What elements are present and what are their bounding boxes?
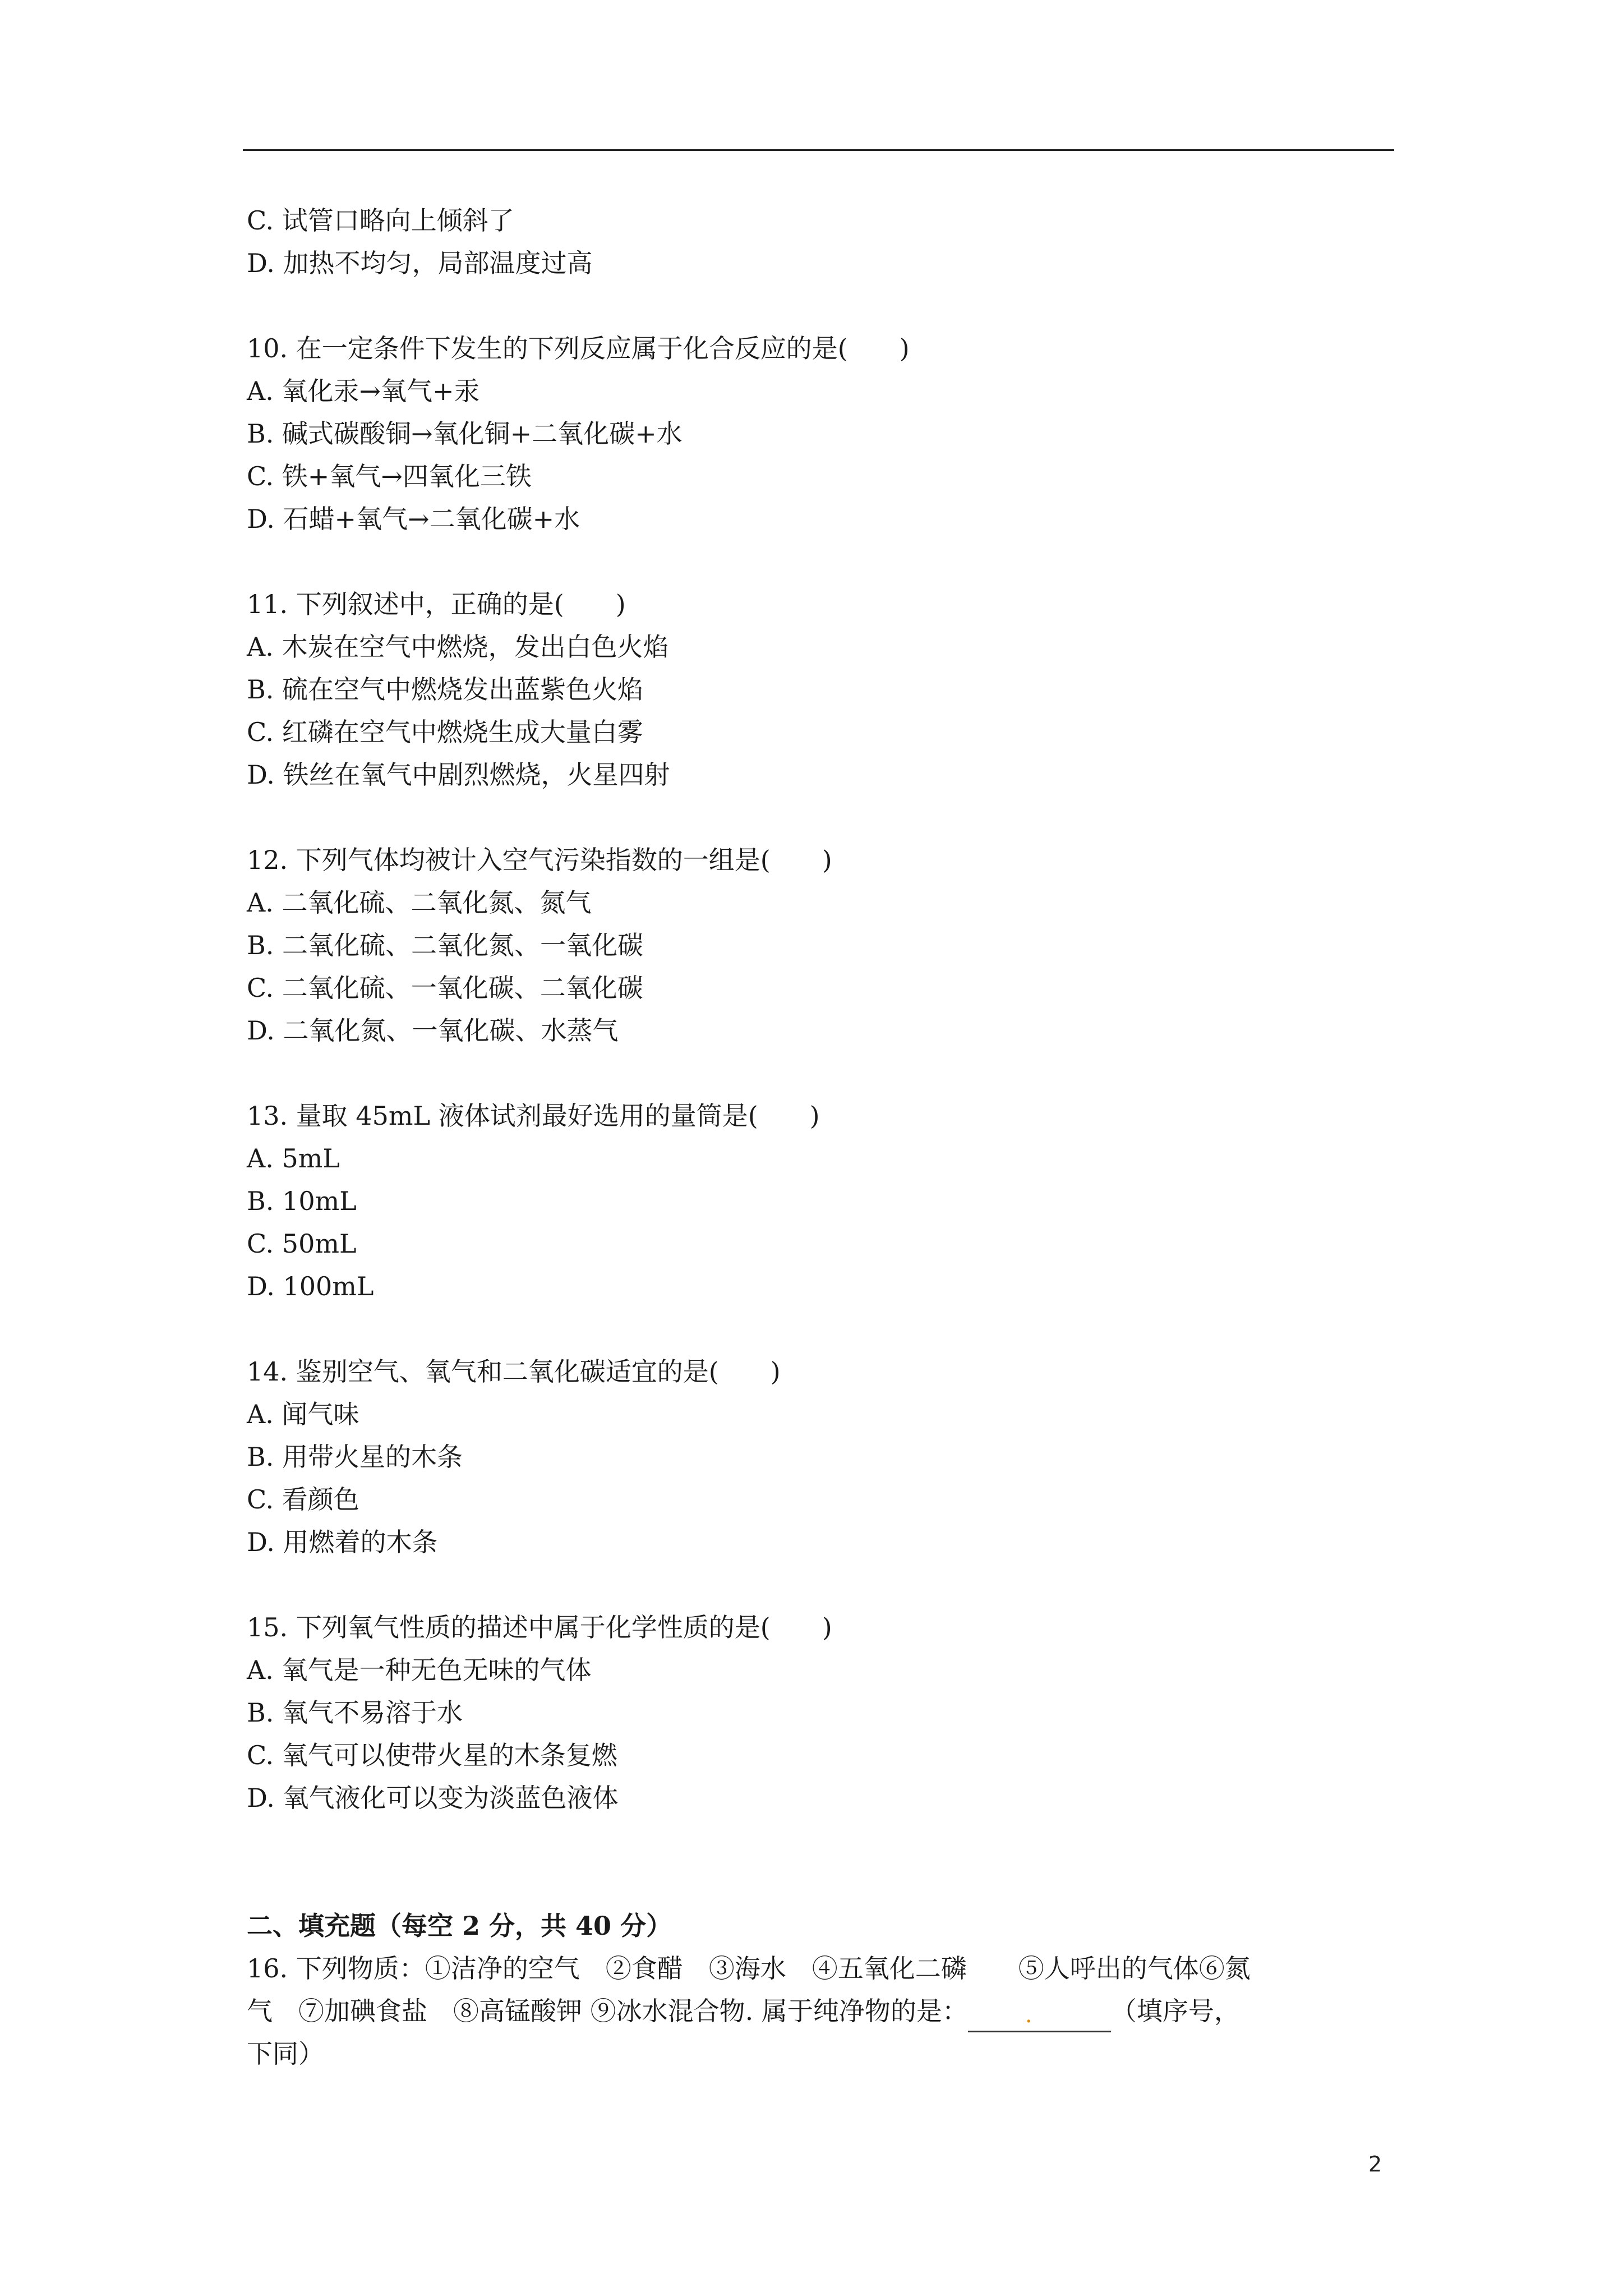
q10-stem: 10. 在一定条件下发生的下列反应属于化合反应的是( ) [247, 333, 910, 364]
q11-option-b: B. 硫在空气中燃烧发出蓝紫色火焰 [247, 674, 644, 705]
q14-stem: 14. 鉴别空气、氧气和二氧化碳适宜的是( ) [247, 1356, 781, 1387]
q11-option-c: C. 红磷在空气中燃烧生成大量白雾 [247, 717, 643, 747]
q16-line-2-text: 气 ⑦加碘食盐 ⑧高锰酸钾 ⑨冰水混合物. 属于纯净物的是： [247, 1996, 968, 2026]
q14-option-c: C. 看颜色 [247, 1484, 359, 1515]
q14-option-a: A. 闻气味 [247, 1399, 359, 1429]
q13-option-a: A. 5mL [247, 1143, 340, 1174]
q15-option-d: D. 氧气液化可以变为淡蓝色液体 [247, 1783, 619, 1813]
q13-option-c: C. 50mL [247, 1228, 357, 1259]
q9-option-d: D. 加热不均匀，局部温度过高 [247, 248, 593, 278]
q10-option-c: C. 铁+氧气→四氧化三铁 [247, 461, 532, 491]
q13-option-b: B. 10mL [247, 1186, 357, 1216]
q12-option-a: A. 二氧化硫、二氧化氮、氮气 [247, 887, 592, 918]
q15-stem: 15. 下列氧气性质的描述中属于化学性质的是( ) [247, 1612, 832, 1642]
q16-line-1: 16. 下列物质：①洁净的空气 ②食醋 ③海水 ④五氧化二磷 ⑤人呼出的气体⑥氮 [247, 1953, 1251, 1984]
q12-option-d: D. 二氧化氮、一氧化碳、水蒸气 [247, 1015, 619, 1046]
q12-option-b: B. 二氧化硫、二氧化氮、一氧化碳 [247, 930, 644, 960]
q16-paragraph [247, 1947, 1402, 2075]
q16-line-2 [247, 1990, 1402, 2032]
q14-option-d: D. 用燃着的木条 [247, 1527, 438, 1557]
q16-line-2-suffix: （填序号， [1110, 1996, 1240, 2026]
q15-option-b: B. 氧气不易溶于水 [247, 1697, 463, 1728]
q10-option-d: D. 石蜡+氧气→二氧化碳+水 [247, 504, 580, 534]
q11-option-d: D. 铁丝在氧气中剧烈燃烧，火星四射 [247, 760, 670, 790]
q11-option-a: A. 木炭在空气中燃烧，发出白色火焰 [247, 632, 669, 662]
q16-answer-blank[interactable] [968, 2000, 1111, 2032]
page-number: 2 [1368, 2152, 1382, 2177]
q13-option-d: D. 100mL [247, 1271, 374, 1301]
q15-option-a: A. 氧气是一种无色无味的气体 [247, 1655, 592, 1685]
q16-blank-mark: . [1025, 2002, 1032, 2028]
q13-stem: 13. 量取 45mL 液体试剂最好选用的量筒是( ) [247, 1101, 820, 1131]
q11-stem: 11. 下列叙述中，正确的是( ) [247, 589, 626, 619]
q10-option-a: A. 氧化汞→氧气+汞 [247, 376, 480, 406]
q12-stem: 12. 下列气体均被计入空气污染指数的一组是( ) [247, 845, 832, 875]
q16-line-3: 下同） [247, 2039, 324, 2069]
q10-option-b: B. 碱式碳酸铜→氧化铜+二氧化碳+水 [247, 418, 683, 449]
q14-option-b: B. 用带火星的木条 [247, 1442, 463, 1472]
q12-option-c: C. 二氧化硫、一氧化碳、二氧化碳 [247, 973, 643, 1003]
q15-option-c: C. 氧气可以使带火星的木条复燃 [247, 1740, 617, 1770]
section2-title: 二、填充题（每空 2 分，共 40 分） [247, 1911, 672, 1941]
header-rule [243, 149, 1394, 151]
page-content [247, 199, 1402, 2075]
q9-option-c: C. 试管口略向上倾斜了 [247, 205, 514, 236]
